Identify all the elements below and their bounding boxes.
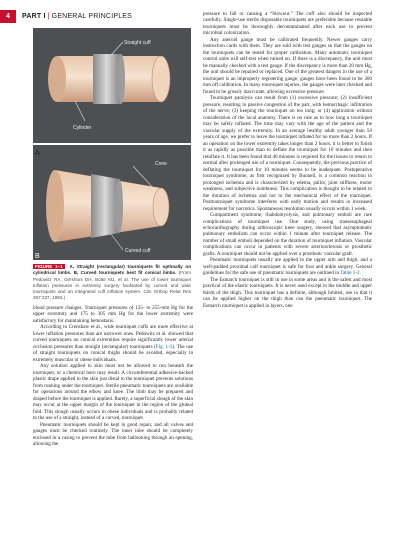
left-column bbox=[33, 305, 193, 448]
paragraph-text: According to Crenshaw et al., wide tourniquet cuffs are more effective at lower inflation pressures than are narrower ones. Pedowitz et al. showed that curved tourniquets on conical extremities require significantly lower arterial occlusion pressures than straight (rectangular) tourniquets ( bbox=[33, 324, 193, 350]
panel-b-letter: B bbox=[35, 253, 40, 260]
paragraph: pressure to fall or causing a “blowout.” The cuff also should be inspected carefully. Single-use sterile disposable tourniquets are preferable because reusable tourniquets must be thoroughly decontaminated after each use to prevent microbial colonization. bbox=[203, 11, 372, 37]
caption-source: (From Pedowitz RA, Gershuni DH, Botte MJ, et al. The use of lower tourniquet inflation pressures in extremity surgery facilitated by curved and wide tourniquets and an integrated cuff inflation system. Clin Orthop Relat Res 287:237, 1993.) bbox=[33, 270, 191, 301]
paragraph: Any aneroid gauge must be calibrated frequently. Newer gauges carry instruction cards with them. They are sold with test gauges so that the gauges on the tourniquets can be tested for proper calibration. Many automatic tourniquet control units will self-test when turned on. If there is a discrepancy, the unit must be manually checked with a test gauge. If the discrepancy is more than 20 mm Hg, the unit should be repaired or replaced. One of the greatest dangers in the use of a tourniquet is an improperly registering gauge, gauges have been found to be 300 mm off calibration. In many tourniquet injuries, the gauges were later checked and found to be grossly inaccurate, allowing excessive pressure. bbox=[203, 36, 372, 95]
cylinder-label: Cylinder bbox=[73, 125, 92, 131]
paragraph: Any solution applied to skin must not be allowed to run beneath the tourniquet, or a chemical burn may result. A circumferential adhesive-backed plastic drape applied to the skin just distal to the tourniquet prevents solutions from running under the tourniquet. Sterile pneumatic tourniquets are available for operations around the elbow and knee. The limb may be prepared and draped before the tourniquet is applied. Rarely, a superficial slough of the skin may occur at the upper margin of the tourniquet in the region of the gluteal fold. This slough usually occurs in obese individuals and is probably related to the use of a straight, instead of a curved, tourniquet. bbox=[33, 363, 193, 422]
curved-cuff-label: Curved cuff bbox=[125, 248, 151, 254]
table-reference-link[interactable]: Table 1-2. bbox=[340, 270, 361, 277]
paragraph bbox=[203, 257, 372, 276]
figure-tag: FIGURE 1–1 bbox=[35, 264, 63, 269]
part-label: PART I bbox=[22, 13, 46, 20]
paragraph-text: Pneumatic tourniquets usually are applied to the upper arm and thigh, and a well-padded proximal calf tourniquet is safe for foot and ankle surgery. General guidelines for the safe use of pneumatic tourniquets are outlined in bbox=[203, 257, 372, 277]
straight-cuff-label: Straight cuff bbox=[124, 40, 151, 46]
curved-cuff bbox=[91, 174, 123, 238]
paragraph: blood pressure changes. Tourniquet pressures of 135- to 255-mm Hg for the upper extremity and 175 to 305 mm Hg for the lower extremity were satisfactory for maintaining hemostasis. bbox=[33, 305, 193, 324]
panel-a-letter: A bbox=[35, 150, 40, 157]
tourniquet-illustration bbox=[33, 28, 191, 260]
caption-title: A, Straight (rectangular) tourniquets fit optimally on cylindrical limbs. B, Curved tourniquets best fit conical limbs. bbox=[33, 264, 192, 276]
figure-caption bbox=[33, 264, 191, 302]
paragraph: Tourniquet paralysis can result from (1) excessive pressure; (2) insufficient pressure, resulting in passive congestion of the part, with hemorrhagic infiltration of the nerve; (3) keeping the tourniquet on too long; or (4) application without consideration of the local anatomy. There is no rule as to how long a tourniquet may be safely inflated. The time may vary with the age of the patient and the vascular supply of the extremity. In an average healthy adult younger than 50 years of age, we prefer to leave the tourniquet inflated for no more than 2 hours. If an operation on the lower extremity takes longer than 2 hours, it is better to finish it as rapidly as possible than to deflate the tourniquet for 10 minutes and then reinflate it. It has been found that 40 minutes is required for the tissues to return to normal after prolonged use of a tourniquet. Consequently, the previous practice of deflating the tourniquet for 10 minutes seems to be inadequate. Postoperative tourniquet syndrome, as first recognized by Bunnell, is a common reaction to prolonged ischemia and is characterized by edema, pallor, joint stiffness, motor weakness, and subjective numbness. This complication is thought to be related to the duration of ischemia and not to the mechanical effect of the tourniquet. Posttourniquet syndrome interferes with early motion and results in increased requirement for narcotics. Spontaneous resolution usually occurs within 1 week. bbox=[203, 95, 372, 212]
right-column bbox=[203, 11, 372, 309]
page-number: 4 bbox=[0, 10, 16, 23]
figure-1-1 bbox=[33, 28, 191, 260]
paragraph: The Esmarch tourniquet is still in use in some areas and is the safest and most practical of the elastic tourniquets. It is never used except in the middle and upper thirds of the thigh. This tourniquet has a definite, although limited, use in that it can be applied higher on the thigh than can the pneumatic tourniquet. The Esmarch tourniquet is applied in layers, one bbox=[203, 276, 372, 309]
cone-label: Cone bbox=[155, 161, 167, 167]
paragraph: Compartment syndrome, rhabdomyolysis, and pulmonary emboli are rare complications of tourniquet use. One study, using transesophageal echocardiography during arthroscopic knee surgery, showed that asymptomatic pulmonary embolism can occur within 1 minute after tourniquet release. The number of small emboli depended on the duration of tourniquet inflation. Vascular complications can occur in patients with severe arteriosclerosis or prosthetic grafts. A tourniquet should not be applied over a prosthetic vascular graft. bbox=[203, 212, 372, 257]
figure-reference-link[interactable]: Fig. 1-1 bbox=[155, 343, 173, 350]
section-title: GENERAL PRINCIPLES bbox=[51, 13, 133, 20]
straight-cuff bbox=[93, 54, 125, 104]
paragraph bbox=[33, 324, 193, 363]
running-head bbox=[22, 10, 132, 23]
paragraph-text: ). The use of straight tourniquets on conical thighs should be avoided, especially in extremely muscular or obese individuals. bbox=[33, 343, 193, 363]
separator: | bbox=[47, 13, 50, 20]
paragraph: Pneumatic tourniquets should be kept in good repair, and all valves and gauges must be checked routinely. The inner tube should be completely enclosed in a casing to prevent the tube from ballooning through an opening, allowing the bbox=[33, 421, 193, 448]
